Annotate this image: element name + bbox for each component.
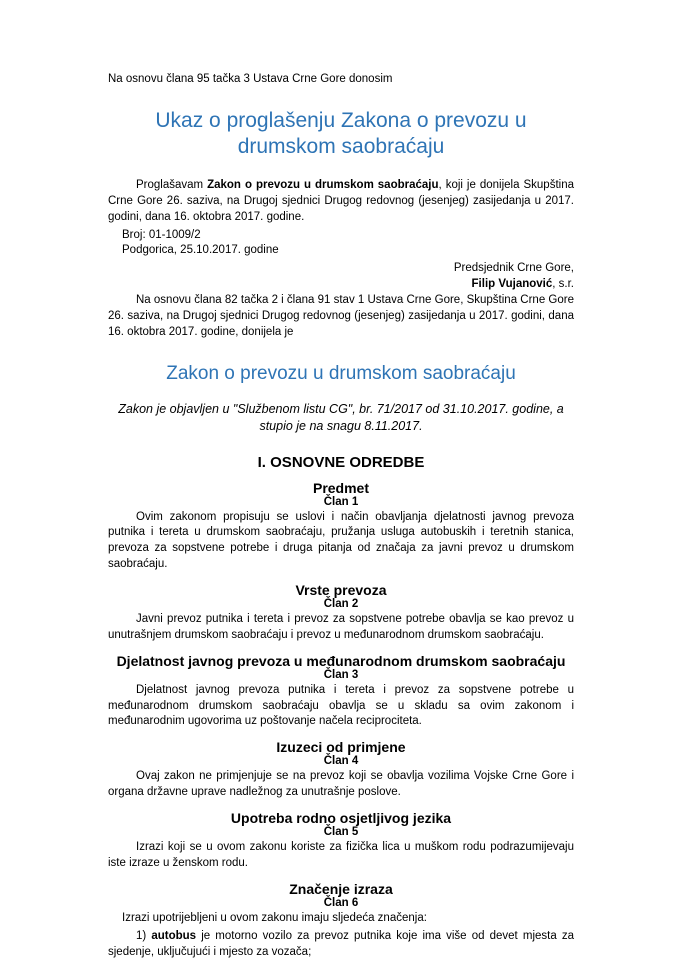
- law-title: Zakon o prevozu u drumskom saobraćaju: [166, 362, 516, 384]
- article-number-2: Član 2: [323, 598, 359, 611]
- decree-title: Ukaz o proglašenju Zakona o prevozu u drumskom saobraćaju: [155, 108, 527, 158]
- section-body-2: Javni prevoz putnika i tereta i prevoz za sopstvene potrebe obavlja se kao prevoz u unutrašnjem drumskom saobraćaju i prevoz u međunarodnom drumskom saobraćaju.: [108, 613, 574, 641]
- proclaim-prefix: Proglašavam: [136, 179, 208, 192]
- section-body-5: Izrazi koji se u ovom zakonu koriste za fizička lica u muškom rodu podrazumijevaju iste izraze u ženskom rodu.: [108, 841, 574, 869]
- article-number-4: Član 4: [323, 755, 359, 768]
- section-heading-3: Djelatnost javnog prevoza u međunarodnom drumskom saobraćaju: [116, 652, 566, 669]
- section-heading-2: Vrste prevoza: [295, 582, 387, 599]
- section-body-1: Ovim zakonom propisuju se uslovi i način obavljanja djelatnosti javnog prevoza putnika i tereta u drumskom saobraćaju, pružanja usluga autobuskih i teretnih stanica, prevoza za sopstvene potrebe i druga pitanja od značaja za javni prevoz u drumskom saobraćaju.: [108, 510, 574, 571]
- signature-name-suffix: , s.r.: [552, 278, 574, 291]
- decree-number: Broj: 01-1009/2: [122, 228, 201, 241]
- publication-note: Zakon je objavljen u "Službenom listu CG", br. 71/2017 od 31.10.2017. godine, a stupio je na snagu 8.11.2017.: [118, 401, 564, 434]
- enactment-paragraph: Na osnovu člana 82 tačka 2 i člana 91 stav 1 Ustava Crne Gore, Skupština Crne Gore 26. saziva, na Drugoj sjednici Drugog redovnog (jesenjeg) zasijedanja u 2017. godini, dana 16. oktobra 2017. godine, donijela je: [108, 294, 574, 338]
- article-number-5: Član 5: [323, 826, 359, 839]
- article-number-1: Član 1: [323, 495, 359, 508]
- signature-name: [108, 277, 574, 293]
- signature-block: [108, 261, 574, 293]
- section-body-3: Djelatnost javnog prevoza putnika i tereta i prevoz za sopstvene potrebe u međunarodnom drumskom saobraćaju obavlja se u skladu sa ovim zakonom i međunarodnim ugovorima uz poštovanje načela reciprociteta.: [108, 683, 574, 728]
- definition-rest: je motorno vozilo za prevoz putnika koje ima više od devet mjesta za sjedenje, uključujući i mjesto za vozača;: [108, 929, 575, 958]
- section-heading-6: Značenje izraza: [289, 880, 393, 897]
- section-heading-5: Upotreba rodno osjetljivog jezika: [230, 810, 452, 827]
- signature-role: Predsjednik Crne Gore,: [453, 262, 574, 275]
- decree-place-date: Podgorica, 25.10.2017. godine: [122, 244, 279, 257]
- section-heading-4: Izuzeci od primjene: [276, 739, 406, 756]
- definition-term: autobus: [151, 929, 197, 942]
- proclaim-rest: , koji je donijela Skupština Crne Gore 26. saziva, na Drugoj sjednici Drugog redovnog (jesenjeg) zasijedanja u 2017. godini, dana 16. oktobra 2017. godine.: [108, 179, 574, 223]
- chapter-heading: I. OSNOVNE ODREDBE: [257, 453, 425, 471]
- signature-name-text: Filip Vujanović: [471, 278, 553, 291]
- proclaim-law-name: Zakon o prevozu u drumskom saobraćaju: [207, 179, 439, 192]
- proclamation-paragraph: [108, 178, 574, 226]
- article-number-6: Član 6: [323, 896, 359, 909]
- section-body-4: Ovaj zakon ne primjenjuje se na prevoz koji se obavlja vozilima Vojske Crne Gore i organa državne uprave nadležnog za unutrašnje poslove.: [108, 770, 574, 799]
- article-number-3: Član 3: [323, 668, 359, 681]
- section-body-6: Izrazi upotrijebljeni u ovom zakonu imaju sljedeća značenja:: [122, 911, 427, 924]
- intro-line: Na osnovu člana 95 tačka 3 Ustava Crne Gore donosim: [108, 73, 393, 85]
- section-heading-1: Predmet: [312, 479, 370, 496]
- definition-prefix: 1): [136, 929, 152, 942]
- definition-item-1: [108, 929, 574, 960]
